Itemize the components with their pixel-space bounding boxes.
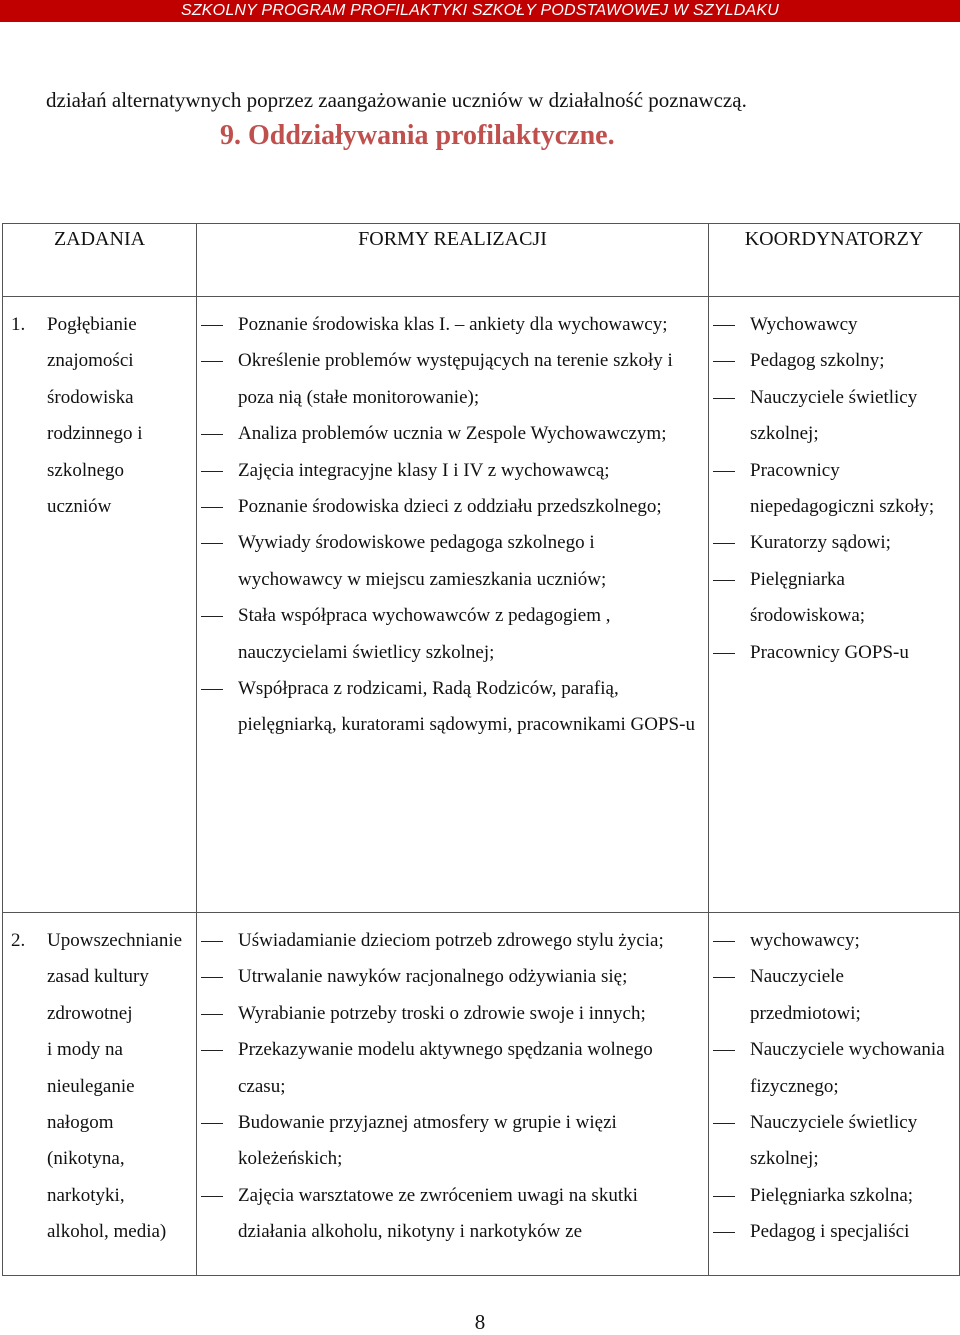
form-item xyxy=(197,1105,708,1178)
form-item-text: Utrwalanie nawyków racjonalnego odżywiania się; xyxy=(238,966,628,988)
form-item-text: Określenie problemów występujących na terenie szkoły i poza nią (stałe monitorowanie); xyxy=(238,350,678,408)
dash-bullet-icon xyxy=(713,1196,735,1197)
dash-bullet-icon xyxy=(713,471,735,472)
dash-bullet-icon xyxy=(713,941,735,942)
form-item-text: Wyrabianie potrzeby troski o zdrowie swoje i innych; xyxy=(238,1002,646,1024)
dash-bullet-icon xyxy=(713,977,735,978)
dash-bullet-icon xyxy=(713,653,735,654)
table-row xyxy=(3,913,960,1276)
task-line: i mody na xyxy=(47,1039,123,1061)
dash-bullet-icon xyxy=(713,398,735,399)
form-item-text: Wywiady środowiskowe pedagoga szkolnego i wychowawcy w miejscu zamieszkania uczniów; xyxy=(238,532,607,590)
dash-bullet-icon xyxy=(201,543,223,544)
dash-bullet-icon xyxy=(713,580,735,581)
intro-text: działań alternatywnych poprzez zaangażowanie uczniów w działalność poznawczą. xyxy=(46,88,747,112)
form-item xyxy=(197,598,708,671)
task-line: rodzinnego i xyxy=(47,423,143,445)
task-line: zdrowotnej xyxy=(47,1002,133,1024)
coordinator-item xyxy=(709,1105,959,1178)
coordinator-item xyxy=(709,307,959,343)
task-number: 1. xyxy=(11,314,26,335)
form-item xyxy=(197,489,708,525)
forms-cell xyxy=(197,297,709,913)
coordinator-item xyxy=(709,959,959,1032)
form-item-text: Analiza problemów ucznia w Zespole Wychowawczym; xyxy=(238,423,667,445)
table-row xyxy=(3,297,960,913)
form-item xyxy=(197,923,708,959)
dash-bullet-icon xyxy=(201,941,223,942)
document-header: SZKOLNY PROGRAM PROFILAKTYKI SZKOŁY PODSTAWOWEJ W SZYLDAKU xyxy=(0,0,960,22)
task-line: zasad kultury xyxy=(47,966,149,988)
coordinator-item-text: Pracownicy GOPS-u xyxy=(750,641,909,663)
task-line: alkohol, media) xyxy=(47,1221,167,1243)
dash-bullet-icon xyxy=(201,1123,223,1124)
form-item xyxy=(197,959,708,995)
dash-bullet-icon xyxy=(201,361,223,362)
form-item-text: Stała współpraca wychowawców z pedagogiem , nauczycielami świetlicy szkolnej; xyxy=(238,605,616,663)
coordinator-item xyxy=(709,380,959,453)
form-item xyxy=(197,307,708,343)
section-title: 9. Oddziaływania profilaktyczne. xyxy=(220,120,615,151)
dash-bullet-icon xyxy=(201,1050,223,1051)
task-cell xyxy=(3,913,197,1276)
coordinator-item xyxy=(709,525,959,561)
form-item-text: Budowanie przyjaznej atmosfery w grupie i więzi koleżeńskich; xyxy=(238,1112,622,1170)
coordinator-item xyxy=(709,1214,959,1250)
task-lines xyxy=(47,307,196,525)
coordinator-item xyxy=(709,1032,959,1105)
coordinator-item-text: Nauczyciele wychowania fizycznego; xyxy=(750,1039,950,1097)
form-item-text: Poznanie środowiska dzieci z oddziału przedszkolnego; xyxy=(238,496,662,518)
coordinator-item-text: Pielęgniarka środowiskowa; xyxy=(750,568,866,627)
table-header-row xyxy=(3,224,960,297)
form-item-text: Współpraca z rodzicami, Radą Rodziców, parafią, pielęgniarką, kuratorami sądowymi, pracownikami GOPS-u xyxy=(238,678,695,736)
coordinator-item xyxy=(709,1178,959,1214)
dash-bullet-icon xyxy=(713,361,735,362)
coordinator-item-text: wychowawcy; xyxy=(750,930,860,951)
dash-bullet-icon xyxy=(201,1196,223,1197)
dash-bullet-icon xyxy=(201,1014,223,1015)
dash-bullet-icon xyxy=(713,1123,735,1124)
form-item-text: Przekazywanie modelu aktywnego spędzania wolnego czasu; xyxy=(238,1039,658,1097)
page-number: 8 xyxy=(474,1310,486,1334)
task-cell xyxy=(3,297,197,913)
form-item xyxy=(197,453,708,489)
coordinator-item-text: Pedagog szkolny; xyxy=(750,350,885,372)
form-item xyxy=(197,996,708,1032)
coordinator-item xyxy=(709,453,959,526)
header-cell-coordinators: KOORDYNATORZY xyxy=(709,224,960,297)
dash-bullet-icon xyxy=(201,507,223,508)
form-item-text: Uświadamianie dzieciom potrzeb zdrowego stylu życia; xyxy=(238,930,664,951)
dash-bullet-icon xyxy=(201,689,223,690)
coordinator-item xyxy=(709,562,959,635)
dash-bullet-icon xyxy=(713,325,735,326)
form-item xyxy=(197,525,708,598)
task-line: Upowszechnianie xyxy=(47,930,183,951)
task-line: narkotyki, xyxy=(47,1184,125,1206)
header-cell-forms: FORMY REALIZACJI xyxy=(197,224,709,297)
dash-bullet-icon xyxy=(713,1050,735,1051)
coordinator-item-text: Nauczyciele przedmiotowi; xyxy=(750,966,861,1024)
coordinator-item-text: Wychowawcy xyxy=(750,314,858,335)
task-line: środowiska xyxy=(47,386,134,408)
task-line: nałogom xyxy=(47,1112,114,1134)
form-item-text: Zajęcia integracyjne klasy I i IV z wychowawcą; xyxy=(238,459,610,481)
form-item xyxy=(197,1178,708,1251)
coordinator-item xyxy=(709,635,959,671)
coordinator-item xyxy=(709,923,959,959)
task-line: znajomości xyxy=(47,350,134,372)
task-line: (nikotyna, xyxy=(47,1148,125,1170)
form-item-text: Zajęcia warsztatowe ze zwróceniem uwagi na skutki działania alkoholu, nikotyny i narkotyków ze xyxy=(238,1184,643,1243)
coordinator-item-text: Pedagog i specjaliści xyxy=(750,1221,910,1243)
coordinator-item xyxy=(709,343,959,379)
coordinator-item-text: Pielęgniarka szkolna; xyxy=(750,1184,914,1206)
task-lines xyxy=(47,923,196,1251)
coordinators-cell xyxy=(709,913,960,1276)
form-item xyxy=(197,416,708,452)
task-line: nieuleganie xyxy=(47,1075,135,1097)
coordinators-cell xyxy=(709,297,960,913)
forms-cell xyxy=(197,913,709,1276)
form-item-text: Poznanie środowiska klas I. – ankiety dla wychowawcy; xyxy=(238,314,668,335)
form-item xyxy=(197,671,708,744)
task-line: uczniów xyxy=(47,496,112,518)
dash-bullet-icon xyxy=(201,616,223,617)
prevention-table xyxy=(2,223,960,1276)
dash-bullet-icon xyxy=(201,471,223,472)
dash-bullet-icon xyxy=(201,325,223,326)
dash-bullet-icon xyxy=(201,977,223,978)
task-line: szkolnego xyxy=(47,459,125,481)
coordinator-item-text: Kuratorzy sądowi; xyxy=(750,532,891,554)
coordinator-item-text: Nauczyciele świetlicy szkolnej; xyxy=(750,386,922,445)
dash-bullet-icon xyxy=(713,543,735,544)
dash-bullet-icon xyxy=(713,1232,735,1233)
dash-bullet-icon xyxy=(201,434,223,435)
header-cell-tasks: ZADANIA xyxy=(3,224,197,297)
form-item xyxy=(197,1032,708,1105)
coordinator-item-text: Nauczyciele świetlicy szkolnej; xyxy=(750,1112,922,1170)
task-number: 2. xyxy=(11,930,26,951)
form-item xyxy=(197,343,708,416)
task-line: Pogłębianie xyxy=(47,314,137,335)
coordinator-item-text: Pracownicy niepedagogiczni szkoły; xyxy=(750,459,935,518)
